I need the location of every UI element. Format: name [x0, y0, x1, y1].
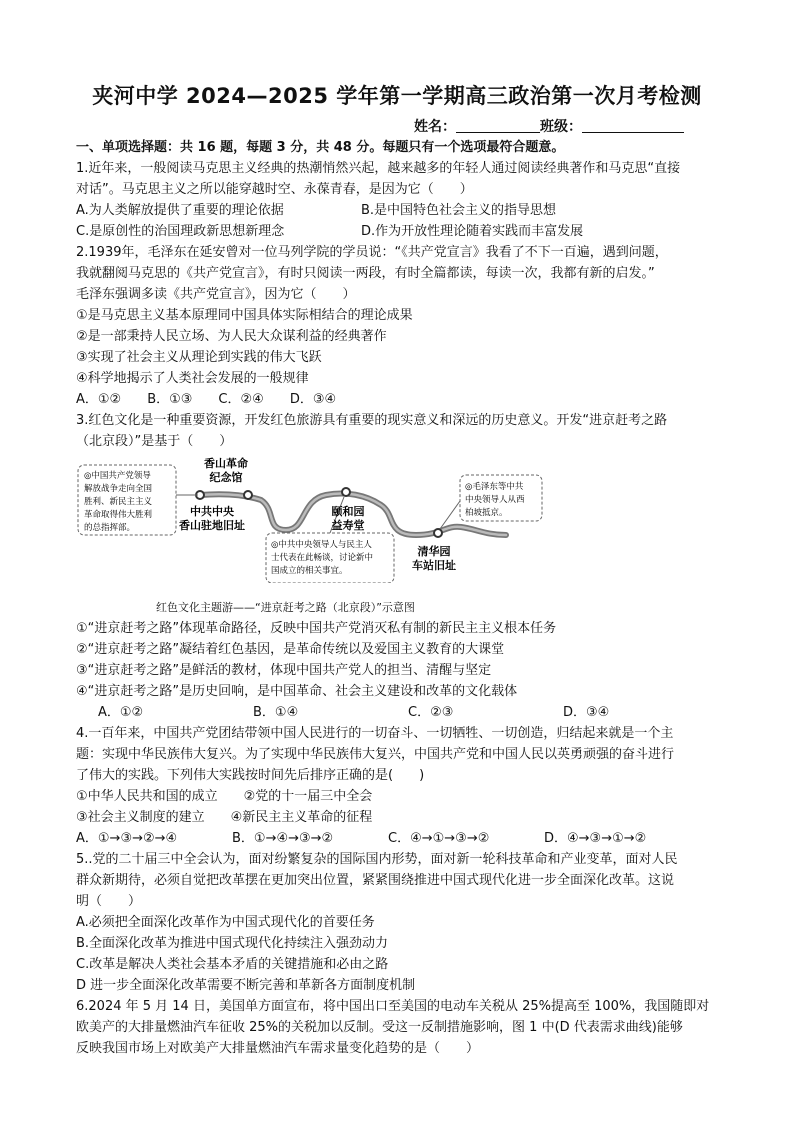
question-stem-line: 了伟大的实践。下列伟大实践按时间先后排序正确的是( ) [76, 768, 425, 783]
question-stem-line: 毛泽东强调多读《共产党宣言》，因为它（ ） [76, 287, 356, 302]
node-marker [244, 491, 252, 499]
question-stem-line: 6.2024 年 5 月 14 日，美国单方面宣布，将中国出口至美国的电动车关税从 25%提高至 100%，我国随即对 [76, 999, 710, 1014]
option-b[interactable]: B.全面深化改革为推进中国式现代化持续注入强劲动力 [76, 936, 389, 951]
question-stem-line: 2.1939年，毛泽东在延安曾对一位马列学院的学员说：“《共产党宣言》我看了不下一百遍，遇到问题， [76, 245, 668, 260]
class-blank[interactable] [582, 118, 684, 133]
statement-item: ②“进京赶考之路”凝结着红色基因，是革命传统以及爱国主义教育的大课堂 [76, 642, 505, 657]
option-a[interactable]: A.为人类解放提供了重要的理论依据 [76, 203, 284, 218]
section-heading: 一、单项选择题：共 16 题，每题 3 分，共 48 分。每题只有一个选项最符合题意。 [76, 140, 565, 155]
note-text: 胜利、新民主主义 [84, 497, 153, 507]
question-stem-line: 1.近年来，一般阅读马克思主义经典的热潮悄然兴起，越来越多的年轻人通过阅读经典著作和马克思“直接 [76, 161, 681, 176]
option-row [76, 221, 722, 242]
name-blank[interactable] [456, 118, 540, 133]
question-1 [76, 158, 722, 242]
question-stem-line: 5..党的二十届三中全会认为，面对纷繁复杂的国际国内形势，面对新一轮科技革命和产业变革，面对人民 [76, 852, 678, 867]
node-label: 清华园 [417, 545, 451, 558]
option-row [76, 702, 722, 723]
statement-item: ②是一部秉持人民立场、为人民大众谋利益的经典著作 [76, 329, 387, 344]
option-b[interactable]: B．①→④→③→② [232, 831, 334, 846]
name-label: 姓名： [414, 119, 456, 135]
exam-title: 夹河中学 2024—2025 学年第一学期高三政治第一次月考检测 [92, 84, 702, 108]
node-label: 颐和园 [331, 505, 365, 518]
node-label: 香山驻地旧址 [179, 519, 245, 532]
option-c[interactable]: C．②③ [408, 705, 454, 720]
option-d[interactable]: D.作为开放性理论随着实践而丰富发展 [361, 224, 584, 239]
question-stem-line: 对话”。马克思主义之所以能穿越时空、永葆青春，是因为它（ ） [76, 182, 473, 197]
question-2 [76, 242, 722, 410]
statement-item: ①是马克思主义基本原理同中国具体实际相结合的理论成果 [76, 308, 413, 323]
option-d[interactable]: D．④→③→①→② [544, 831, 647, 846]
node-label: 香山革命 [204, 457, 248, 470]
name-class-row [414, 116, 684, 136]
question-6 [76, 996, 722, 1059]
option-b[interactable]: B.是中国特色社会主义的指导思想 [361, 203, 557, 218]
node-label: 车站旧址 [412, 559, 456, 572]
statement-item: ①中华人民共和国的成立 ②党的十一届三中全会 [76, 789, 373, 804]
node-label: 中共中央 [190, 505, 234, 518]
option-d[interactable]: D．③④ [563, 705, 610, 720]
option-c[interactable]: C.是原创性的治国理政新思想新理念 [76, 224, 285, 239]
question-stem-line: 我就翻阅马克思的《共产党宣言》，有时只阅读一两段，有时全篇都读，每读一次，我都有新的启发。” [76, 266, 655, 281]
figure-caption: 红色文化主题游——“进京赶考之路（北京段）”示意图 [156, 601, 415, 614]
node-label: 益寿堂 [331, 519, 365, 532]
question-stem-line: 题：实现中华民族伟大复兴。为了实现中华民族伟大复兴，中国共产党和中国人民以英勇顽强的奋斗进行 [76, 747, 675, 762]
question-stem-line: 明（ ） [76, 894, 142, 909]
option-c[interactable]: C．④→①→③→② [388, 831, 490, 846]
note-text: ◎毛泽东等中共 [465, 482, 524, 492]
statement-item: ④“进京赶考之路”是历史回响，是中国革命、社会主义建设和改革的文化载体 [76, 684, 518, 699]
node-marker [342, 488, 350, 496]
statement-item: ④科学地揭示了人类社会发展的一般规律 [76, 371, 309, 386]
note-text: 解放战争走向全国 [84, 484, 153, 494]
statement-item: ①“进京赶考之路”体现革命路径，反映中国共产党消灭私有制的新民主主义根本任务 [76, 621, 557, 636]
option-b[interactable]: B．①④ [253, 705, 299, 720]
question-4 [76, 723, 722, 849]
route-diagram [76, 455, 722, 583]
option-a[interactable]: A．①→③→②→④ [76, 831, 178, 846]
option-row[interactable]: A．①② B．①③ C．②④ D．③④ [76, 392, 337, 407]
statement-item: ③社会主义制度的建立 ④新民主主义革命的征程 [76, 810, 373, 825]
note-text: 国成立的相关事宜。 [271, 566, 348, 576]
question-stem-line: 4.一百年来，中国共产党团结带领中国人民进行的一切奋斗、一切牺牲、一切创造，归结起来就是一个主 [76, 726, 674, 741]
note-text: 士代表在此畅谈，讨论新中 [271, 553, 374, 563]
option-d[interactable]: D 进一步全面深化改革需要不断完善和革新各方面制度机制 [76, 978, 416, 993]
exam-content [76, 137, 722, 1059]
question-stem-line: 欧美产的大排量燃油汽车征收 25%的关税加以反制。受这一反制措施影响，图 1 中(D 代表需求曲线)能够 [76, 1020, 683, 1035]
question-stem-line: 反映我国市场上对欧美产大排量燃油汽车需求量变化趋势的是（ ） [76, 1041, 480, 1056]
note-text: 中央领导人从西 [465, 495, 525, 505]
option-c[interactable]: C.改革是解决人类社会基本矛盾的关键措施和必由之路 [76, 957, 389, 972]
question-stem-line: 群众新期待，必须自觉把改革摆在更加突出位置，紧紧围绕推进中国式现代化进一步全面深化改革。这说 [76, 873, 675, 888]
note-text: 的总指挥部。 [84, 523, 136, 533]
note-text: ◎中共中央领导人与民主人 [271, 540, 372, 550]
class-label: 班级： [540, 119, 582, 135]
route-map-svg [76, 455, 722, 583]
option-a[interactable]: A.必须把全面深化改革作为中国式现代化的首要任务 [76, 915, 375, 930]
node-label: 纪念馆 [209, 471, 243, 484]
question-5 [76, 849, 722, 996]
note-text: 革命取得伟大胜利 [84, 510, 153, 520]
option-row [76, 200, 722, 221]
question-stem-line: 3.红色文化是一种重要资源，开发红色旅游具有重要的现实意义和深远的历史意义。开发“进京赶考之路 [76, 413, 668, 428]
question-3 [76, 410, 722, 723]
question-stem-line: （北京段）”是基于（ ） [76, 434, 233, 449]
note-text: 柏坡抵京。 [465, 508, 508, 518]
note-text: ◎中国共产党领导 [84, 471, 151, 481]
statement-item: ③实现了社会主义从理论到实践的伟大飞跃 [76, 350, 322, 365]
option-a[interactable]: A．①② [98, 705, 144, 720]
node-marker [434, 529, 442, 537]
option-row [76, 828, 722, 849]
statement-item: ③“进京赶考之路”是鲜活的教材，体现中国共产党人的担当、清醒与坚定 [76, 663, 492, 678]
